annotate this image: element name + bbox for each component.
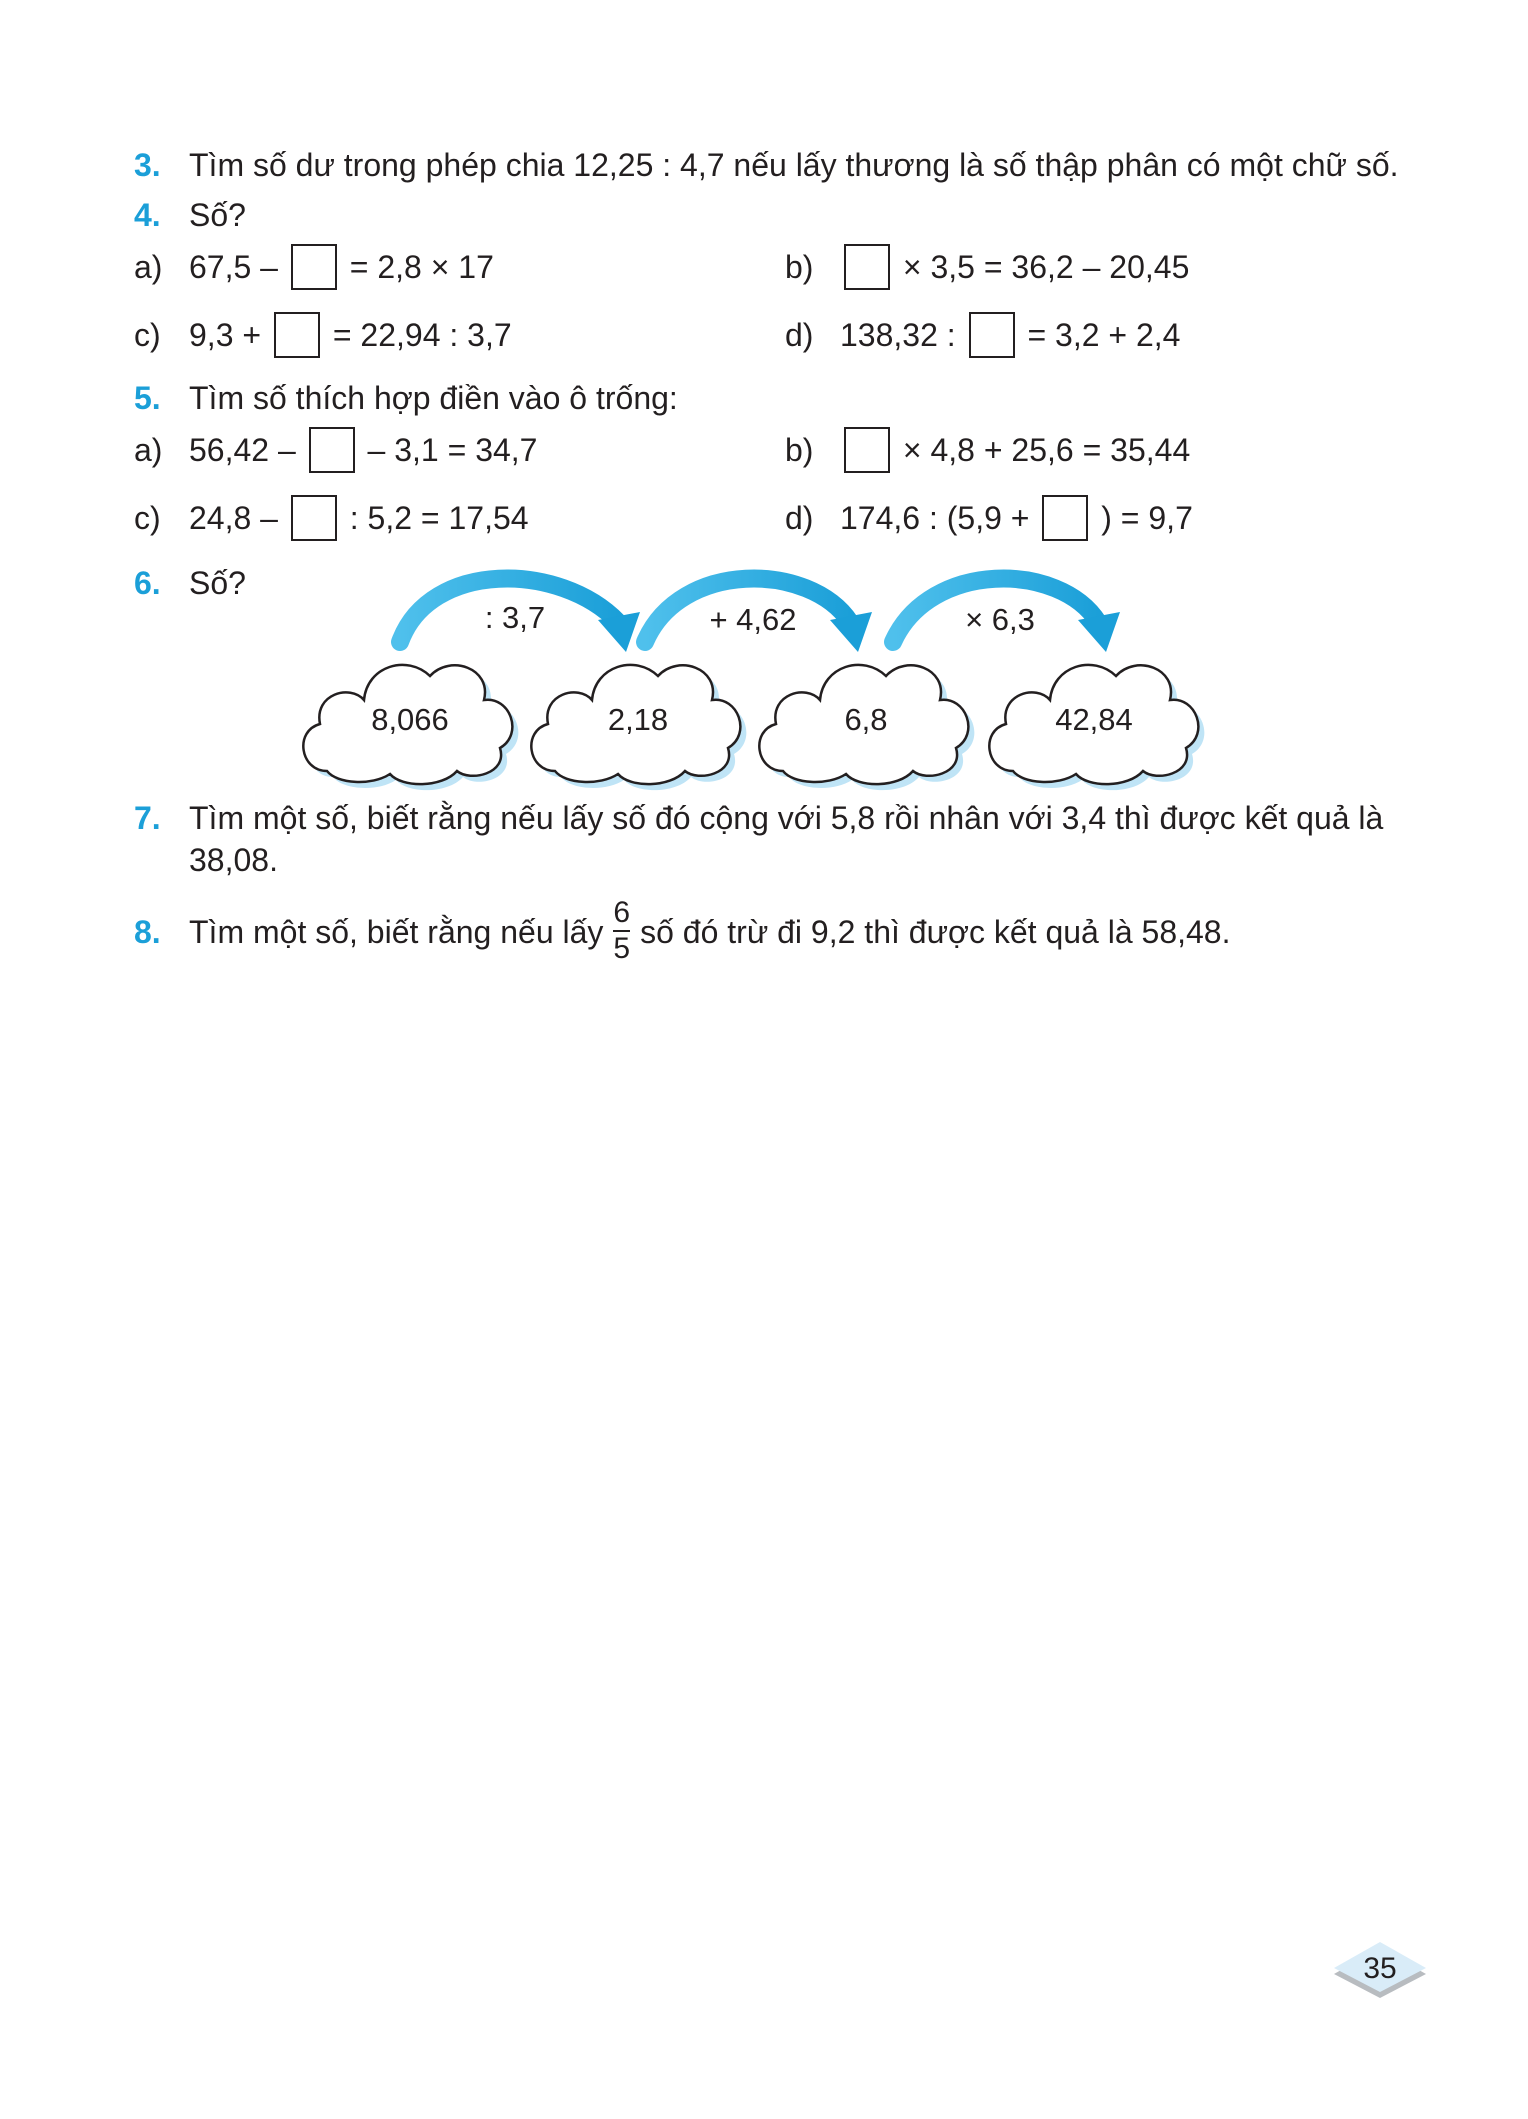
question-number: 8. bbox=[134, 914, 161, 950]
equation-right: = 22,94 : 3,7 bbox=[332, 317, 512, 353]
operation-label: : 3,7 bbox=[484, 600, 546, 635]
question-number: 7. bbox=[134, 800, 161, 836]
equation-left: 9,3 + bbox=[189, 317, 262, 353]
fraction-denominator: 5 bbox=[613, 931, 631, 965]
question-number: 5. bbox=[134, 380, 161, 416]
item-label: b) bbox=[785, 249, 814, 285]
item-label: c) bbox=[134, 317, 161, 353]
item-label: b) bbox=[785, 432, 814, 468]
cloud-4 bbox=[989, 665, 1204, 790]
page-number: 35 bbox=[1363, 1952, 1397, 1985]
question-number: 6. bbox=[134, 565, 161, 601]
question-text: Tìm số dư trong phép chia 12,25 : 4,7 nếu lấy thương là số thập phân có một chữ số. bbox=[189, 147, 1399, 183]
question-number: 3. bbox=[134, 147, 161, 183]
question-text: Tìm số thích hợp điền vào ô trống: bbox=[189, 380, 678, 416]
equation-right: = 2,8 × 17 bbox=[349, 249, 494, 285]
equation-left: 24,8 – bbox=[189, 500, 278, 536]
question-number: 4. bbox=[134, 197, 161, 233]
equation-right: – 3,1 = 34,7 bbox=[367, 432, 538, 468]
equation-right: × 3,5 = 36,2 – 20,45 bbox=[902, 249, 1190, 285]
operation-label: + 4,62 bbox=[709, 602, 797, 637]
equation-left: 67,5 – bbox=[189, 249, 278, 285]
question-text: Số? bbox=[189, 565, 246, 601]
operation-label: × 6,3 bbox=[965, 602, 1035, 637]
question-text-continued: 38,08. bbox=[189, 842, 278, 878]
cloud-value: 2,18 bbox=[607, 702, 669, 737]
item-label: a) bbox=[134, 249, 163, 285]
text-after-fraction: số đó trừ đi 9,2 thì được kết quả là 58,48. bbox=[640, 914, 1231, 950]
cloud-2 bbox=[531, 665, 746, 790]
item-label: d) bbox=[785, 317, 814, 353]
cloud-3 bbox=[759, 665, 974, 790]
item-label: c) bbox=[134, 500, 161, 536]
page-number-badge bbox=[1330, 1940, 1430, 2000]
cloud-value: 8,066 bbox=[371, 702, 449, 737]
equation-left: 56,42 – bbox=[189, 432, 296, 468]
fraction-numerator: 6 bbox=[613, 895, 631, 929]
cloud-1 bbox=[303, 665, 518, 790]
equation-right: × 4,8 + 25,6 = 35,44 bbox=[902, 432, 1191, 468]
equation-right: : 5,2 = 17,54 bbox=[349, 500, 529, 536]
item-label: d) bbox=[785, 500, 814, 536]
cloud-value: 6,8 bbox=[844, 702, 888, 737]
question-text: Số? bbox=[189, 197, 246, 233]
item-label: a) bbox=[134, 432, 163, 468]
equation-left: 138,32 : bbox=[840, 317, 956, 353]
cloud-value: 42,84 bbox=[1055, 702, 1133, 737]
equation-left: 174,6 : (5,9 + bbox=[840, 500, 1030, 536]
equation-right: ) = 9,7 bbox=[1101, 500, 1193, 536]
question-text bbox=[189, 897, 1230, 968]
number-chain-diagram bbox=[0, 0, 1528, 800]
text-before-fraction: Tìm một số, biết rằng nếu lấy bbox=[189, 914, 604, 950]
fraction bbox=[613, 895, 631, 965]
question-text: Tìm một số, biết rằng nếu lấy số đó cộng với 5,8 rồi nhân với 3,4 thì được kết quả là bbox=[189, 800, 1384, 836]
equation-right: = 3,2 + 2,4 bbox=[1027, 317, 1181, 353]
